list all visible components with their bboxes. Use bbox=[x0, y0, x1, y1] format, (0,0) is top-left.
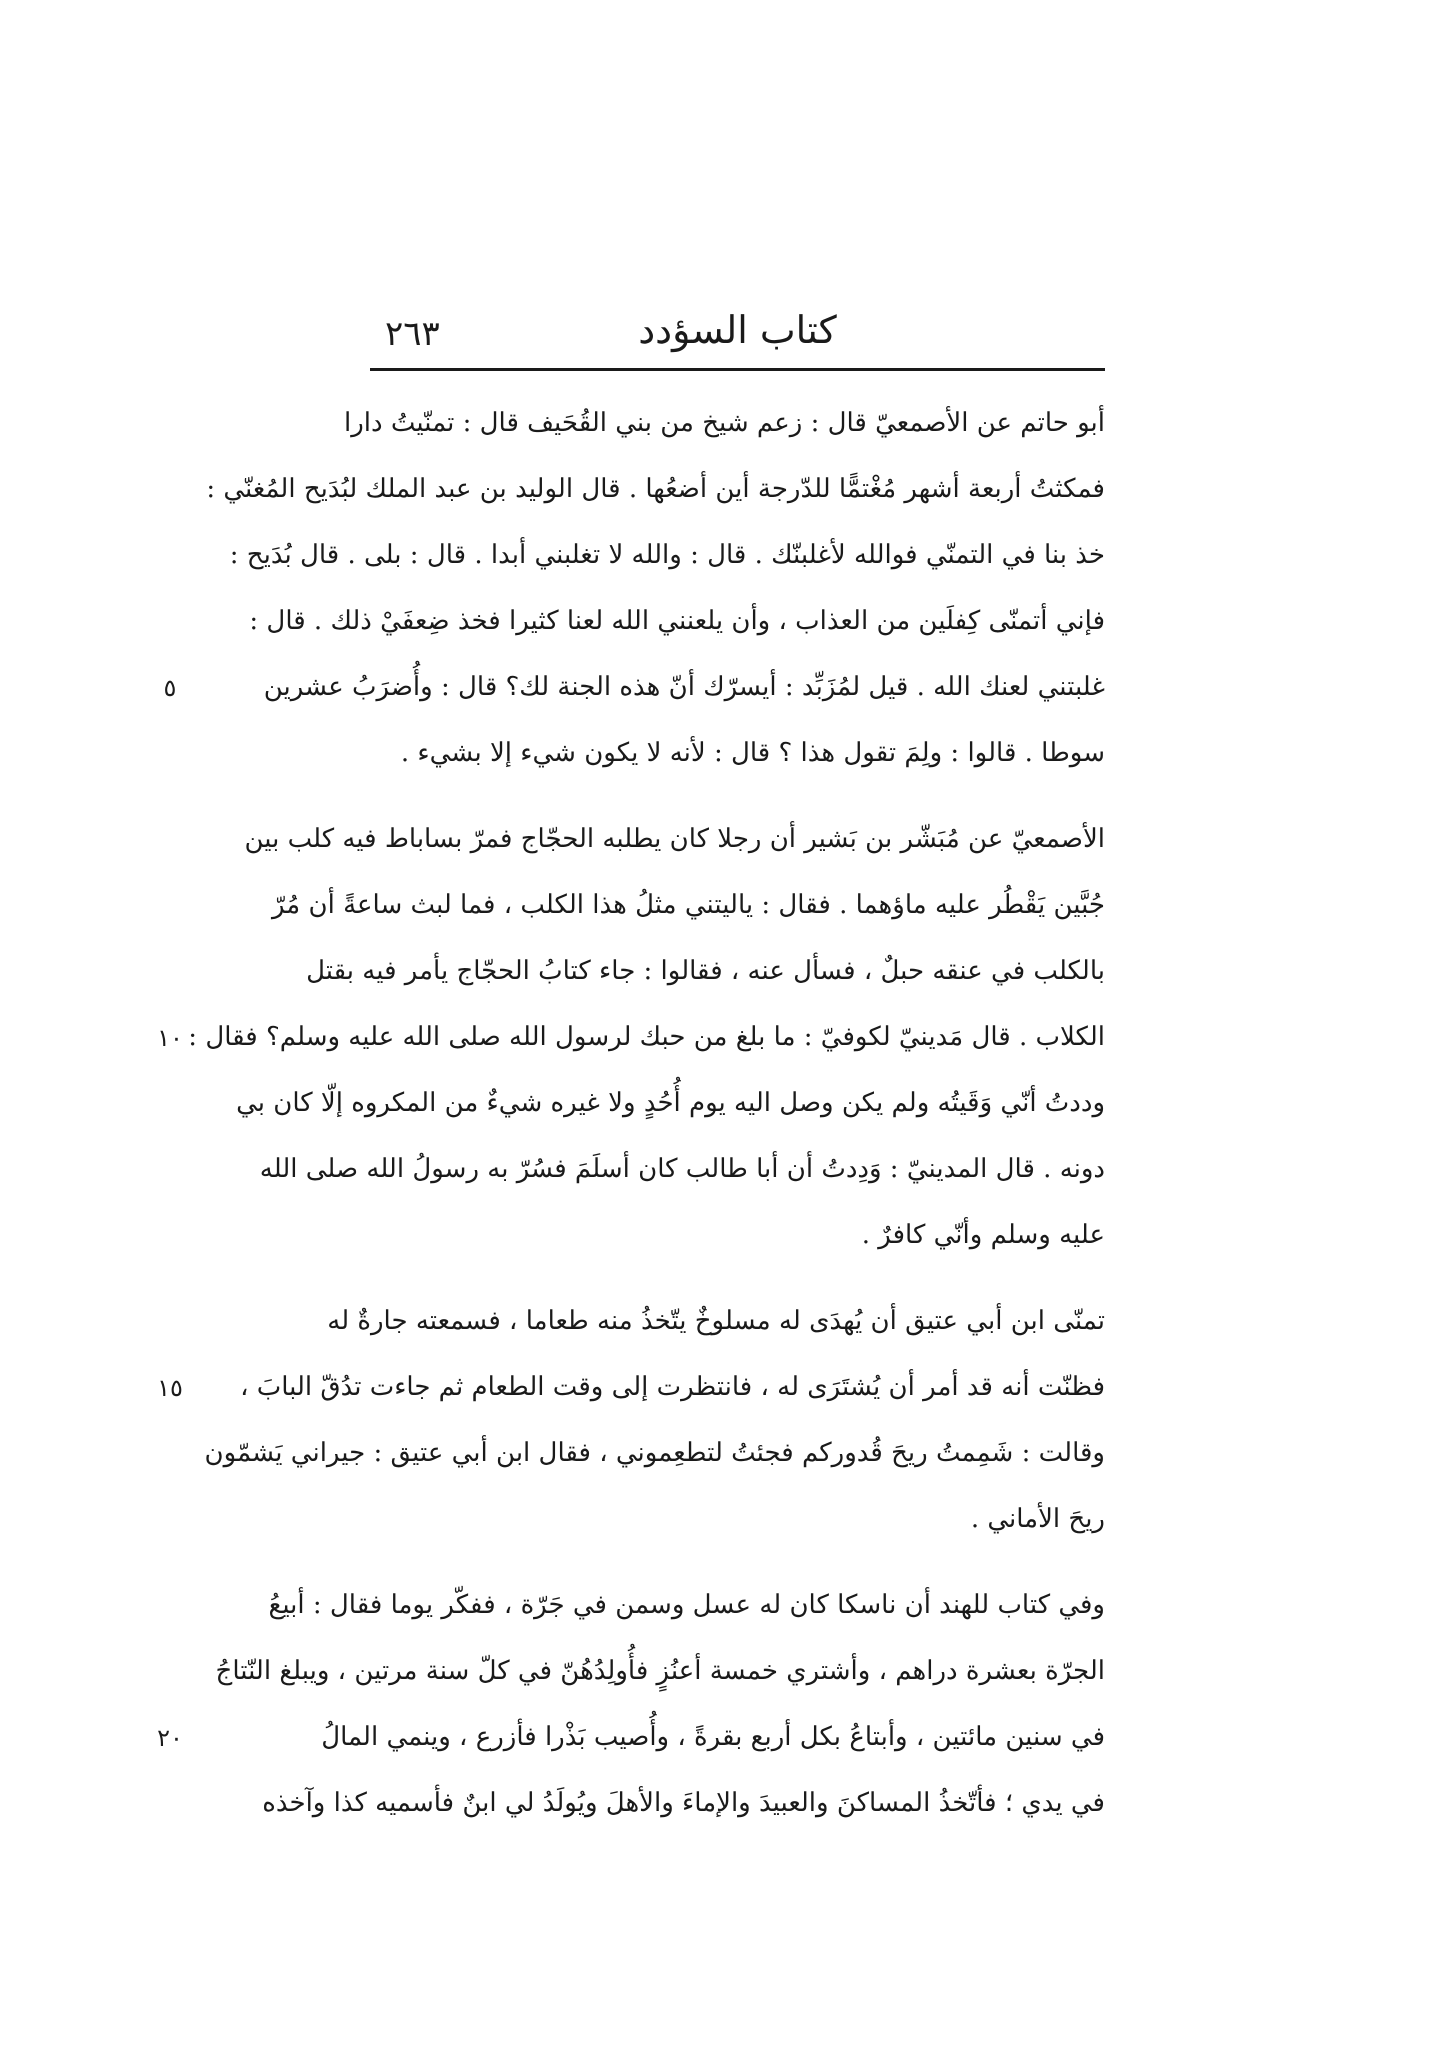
text-line: دونه . قال المدينيّ : وَدِدتُ أن أبا طالب كان أسلَمَ فسُرّ به رسولُ الله صلى الله bbox=[259, 1154, 1105, 1184]
text-line: في يدي ؛ فأتّخذُ المساكنَ والعبيدَ والإماءَ والأهلَ ويُولَدُ لي ابنٌ فأسميه كذا وآخذه bbox=[262, 1788, 1105, 1818]
text-line: الكلاب . قال مَدينيّ لكوفيّ : ما بلغ من حبك لرسول الله صلى الله عليه وسلم؟ فقال : bbox=[188, 1022, 1105, 1052]
text-line: تمنّى ابن أبي عتيق أن يُهدَى له مسلوخٌ يتّخذُ منه طعاما ، فسمعته جارةٌ له bbox=[327, 1306, 1105, 1336]
text-line: خذ بنا في التمنّي فوالله لأغلبنّك . قال : والله لا تغلبني أبدا . قال : بلى . قال بُدَيح : bbox=[229, 540, 1105, 570]
text-line: فمكثتُ أربعة أشهر مُغْتمًّا للدّرجة أين أضعُها . قال الوليد بن عبد الملك لبُدَيح المُغنّي : bbox=[206, 474, 1105, 504]
paragraph-gap bbox=[365, 1268, 1105, 1288]
page-header bbox=[370, 300, 1105, 360]
text-line: الأصمعيّ عن مُبَشّر بن بَشير أن رجلا كان يطلبه الحجّاج فمرّ بساباط فيه كلب بين bbox=[244, 824, 1105, 854]
text-block bbox=[188, 390, 1105, 1836]
running-title: كتاب السؤدد bbox=[638, 308, 837, 352]
text-line: فإني أتمنّى كِفلَين من العذاب ، وأن يلعنني الله لعنا كثيرا فخذ ضِعفَيْ ذلك . قال : bbox=[249, 606, 1105, 636]
text-line: وفي كتاب للهند أن ناسكا كان له عسل وسمن في جَرّة ، ففكّر يوما فقال : أبيعُ bbox=[268, 1590, 1105, 1620]
text-line: ريحَ الأماني . bbox=[970, 1504, 1105, 1534]
text-line: في سنين مائتين ، وأبتاعُ بكل أربع بقرةً ، وأُصيب بَذْرا فأزرع ، وينمي المالُ bbox=[321, 1722, 1105, 1752]
paragraph bbox=[188, 806, 1105, 1268]
text-line: عليه وسلم وأنّي كافرٌ . bbox=[861, 1220, 1105, 1250]
text-line: جُبَّين يَقْطُر عليه ماؤهما . فقال : ياليتني مثلُ هذا الكلب ، فما لبث ساعةً أن مُرّ bbox=[271, 890, 1105, 920]
paragraph bbox=[215, 1572, 1105, 1836]
text-line: بالكلب في عنقه حبلٌ ، فسأل عنه ، فقالوا : جاء كتابُ الحجّاج يأمر فيه بقتل bbox=[306, 956, 1105, 986]
text-line: أبو حاتم عن الأصمعيّ قال : زعم شيخ من بني القُحَيف قال : تمنّيتُ دارا bbox=[344, 408, 1105, 438]
text-line: وقالت : شَمِمتُ ريحَ قُدوركم فجئتُ لتطعِموني ، فقال ابن أبي عتيق : جيراني يَشمّون bbox=[204, 1438, 1105, 1468]
text-line: الجرّة بعشرة دراهم ، وأشتري خمسة أعنُزٍ فأُولِدُهُنّ في كلّ سنة مرتين ، ويبلغ النّتاجُ bbox=[215, 1656, 1105, 1686]
paragraph-gap bbox=[365, 1552, 1105, 1572]
line-number: ٥ bbox=[163, 674, 177, 702]
page-number: ٢٦٣ bbox=[385, 314, 440, 354]
text-line: فظنّت أنه قد أمر أن يُشتَرَى له ، فانتظرت إلى وقت الطعام ثم جاءت تدُقّ البابَ ، bbox=[240, 1372, 1105, 1402]
line-number: ٢٠ bbox=[157, 1724, 183, 1752]
text-line: سوطا . قالوا : ولِمَ تقول هذا ؟ قال : لأنه لا يكون شيء إلا بشيء . bbox=[400, 738, 1105, 768]
line-number: ١٠ bbox=[157, 1024, 183, 1052]
line-number: ١٥ bbox=[157, 1374, 183, 1402]
paragraph bbox=[206, 390, 1105, 786]
header-rule bbox=[370, 368, 1105, 371]
paragraph bbox=[204, 1288, 1105, 1552]
text-line: وددتُ أنّي وَقَيتُه ولم يكن وصل اليه يوم أُحُدٍ ولا غيره شيءٌ من المكروه إلّا كان بي bbox=[236, 1088, 1105, 1118]
text-line: غلبتني لعنك الله . قيل لمُزَبِّد : أيسرّك أنّ هذه الجنة لك؟ قال : وأُضرَبُ عشرين bbox=[263, 672, 1105, 702]
paragraph-gap bbox=[365, 786, 1105, 806]
